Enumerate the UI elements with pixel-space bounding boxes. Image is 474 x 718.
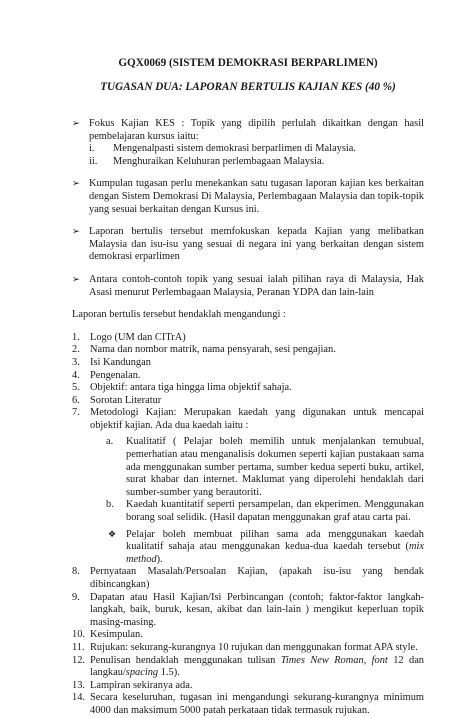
bullet-text: Antara contoh-contoh topik yang sesuai ialah pilihan raya di Malaysia, Hak Asasi menurut Perlembagaan Malaysia, Peranan YDPA dan lain-lain bbox=[89, 273, 424, 298]
list-item bbox=[72, 357, 424, 370]
item-number: 5. bbox=[72, 382, 80, 394]
item-number: 7. bbox=[72, 407, 80, 419]
item-number: 9. bbox=[72, 591, 80, 603]
arrow-bullet-icon: ➢ bbox=[72, 226, 80, 238]
item-number: 6. bbox=[72, 394, 80, 406]
list-item-text: Lampiran sekiranya ada. bbox=[90, 679, 193, 691]
item-number: 12. bbox=[72, 654, 85, 666]
note-text-em: mix method bbox=[126, 541, 424, 565]
list-item bbox=[72, 344, 424, 357]
list-item bbox=[72, 407, 424, 566]
diamond-bullet-icon: ❖ bbox=[108, 529, 117, 540]
item-number: 8. bbox=[72, 566, 80, 578]
intro-paragraph: Laporan bertulis tersebut hendaklah mengandungi : bbox=[72, 309, 286, 321]
numbered-list bbox=[72, 332, 424, 718]
item-letter: b. bbox=[106, 499, 114, 511]
list-item bbox=[72, 629, 424, 642]
item-number: 3. bbox=[72, 356, 80, 368]
note-text-pre: Pelajar boleh membuat pilihan sama ada menggunakan kaedah kualitatif sahaja atau menggunakan kedua-dua kaedah tersebut ( bbox=[126, 528, 424, 553]
list-item bbox=[72, 382, 424, 395]
list-item-text: Mengenalpasti sistem demokrasi berparlimen di Malaysia. bbox=[113, 143, 356, 155]
list-item bbox=[72, 370, 424, 383]
bullet-text: Kumpulan tugasan perlu menekankan satu tugasan laporan kajian kes berkaitan dengan Sistem Demokrasi Di Malaysia, Perlembagaan Malaysia dan topik-topik yang sesuai berkaitan dengan Kursus ini. bbox=[89, 178, 424, 215]
document-subtitle: TUGASAN DUA: LAPORAN BERTULIS KAJIAN KES (40 %) bbox=[100, 81, 396, 93]
list-item-text: Isi Kandungan bbox=[90, 356, 151, 368]
list-item-text-post: 1.5). bbox=[158, 667, 180, 679]
item-number: 1. bbox=[72, 331, 80, 343]
list-item-text: Dapatan atau Hasil Kajian/Isi Perbincangan (contoh; faktor-faktor langkah-langkah, baik, buruk, kesan, akibat dan lain-lain ) mengikut keperluan topik masing-masing. bbox=[90, 591, 424, 628]
list-item-text: Kualitatif ( Pelajar boleh memilih untuk menjalankan temubual, pemerhatian atau menganalisis dokumen seperti kajian pustakaan sama ada menggunakan sumber pertama, sumber kedua seperti buku, artikel, surat khabar dan internet. Maklumat yang diperolehi hendaklah dari sumber-sumber yang berautoriti. bbox=[126, 436, 424, 498]
list-item bbox=[89, 156, 424, 169]
document-title: GQX0069 (SISTEM DEMOKRASI BERPARLIMEN) bbox=[118, 57, 378, 69]
bullet-text: Laporan bertulis tersebut memfokuskan kepada Kajian yang melibatkan Malaysia dan isu-isu yang sesuai di negara ini yang berkaitan dengan sistem demokrasi erparlimen bbox=[89, 226, 424, 263]
item-letter: a. bbox=[106, 436, 114, 448]
list-item bbox=[72, 642, 424, 655]
list-item bbox=[72, 692, 424, 717]
font-name-text: Times New Roman, font bbox=[280, 654, 388, 666]
note-text-post: ). bbox=[156, 553, 163, 565]
list-item-text: Kaedah kuantitatif seperti persampelan, dan ekperimen. Menggunakan borang soal selidik. (Hasil dapatan menggunakan graf atau carta pai. bbox=[126, 499, 424, 524]
item-number: 14. bbox=[72, 692, 85, 704]
list-item bbox=[72, 332, 424, 345]
note-item bbox=[90, 529, 424, 567]
arrow-bullet-icon: ➢ bbox=[72, 118, 80, 129]
objective-list bbox=[89, 143, 424, 168]
list-item bbox=[72, 680, 424, 693]
bullet-item bbox=[72, 178, 424, 216]
list-item bbox=[72, 566, 424, 591]
list-item bbox=[72, 655, 424, 680]
list-item bbox=[72, 592, 424, 630]
item-number: 11. bbox=[72, 641, 85, 653]
bullet-item bbox=[72, 274, 424, 299]
spacing-text: spacing bbox=[125, 667, 159, 679]
list-item-text: Secara keseluruhan, tugasan ini mengandungi sekurang-kurangnya minimum 4000 dan maksimum 5000 patah perkataan tidak termasuk rujukan. bbox=[90, 692, 424, 716]
list-item-text: Pengenalan. bbox=[90, 369, 141, 381]
list-item-text: Nama dan nombor matrik, nama pensyarah, sesi pengajian. bbox=[90, 344, 336, 356]
bullet-list bbox=[72, 118, 424, 299]
list-item-text: Metodologi Kajian: Merupakan kaedah yang digunakan untuk mencapai objektif kajian. Ada dua kaedah iaitu : bbox=[90, 407, 424, 431]
roman-numeral: i. bbox=[89, 143, 95, 155]
arrow-bullet-icon: ➢ bbox=[72, 178, 80, 190]
item-number: 4. bbox=[72, 369, 80, 381]
bullet-text: Fokus Kajian KES : Topik yang dipilih perlulah dikaitkan dengan hasil pembelajaran kursus iaitu: bbox=[89, 118, 424, 142]
item-number: 10. bbox=[72, 629, 85, 641]
list-item-text-pre: Penulisan hendaklah menggunakan tulisan bbox=[90, 654, 281, 666]
roman-numeral: ii. bbox=[89, 155, 98, 167]
list-item bbox=[90, 499, 424, 524]
list-item-text: Pernyataan Masalah/Persoalan Kajian, (apakah isu-isu yang hendak dibincangkan) bbox=[90, 566, 424, 590]
list-item-text: Rujukan: sekurang-kurangnya 10 rujukan dan menggunakan format APA style. bbox=[90, 641, 418, 653]
list-item-text-mid: 12 dan langkau/ bbox=[90, 654, 424, 679]
list-item bbox=[90, 436, 424, 499]
item-number: 2. bbox=[72, 344, 80, 356]
bullet-item bbox=[72, 118, 424, 168]
list-item bbox=[72, 395, 424, 408]
list-item bbox=[89, 143, 424, 156]
bullet-item bbox=[72, 226, 424, 264]
list-item-text: Logo (UM dan CITrA) bbox=[90, 331, 186, 343]
item-number: 13. bbox=[72, 679, 85, 691]
method-list bbox=[90, 436, 424, 524]
list-item-text: Menghuraikan Keluhuran perlembagaan Malaysia. bbox=[113, 155, 325, 167]
arrow-bullet-icon: ➢ bbox=[72, 273, 80, 285]
list-item-text: Kesimpulan. bbox=[90, 629, 143, 641]
list-item-text: Sorotan Literatur bbox=[90, 394, 162, 406]
list-item-text: Objektif: antara tiga hingga lima objektif sahaja. bbox=[90, 382, 292, 394]
